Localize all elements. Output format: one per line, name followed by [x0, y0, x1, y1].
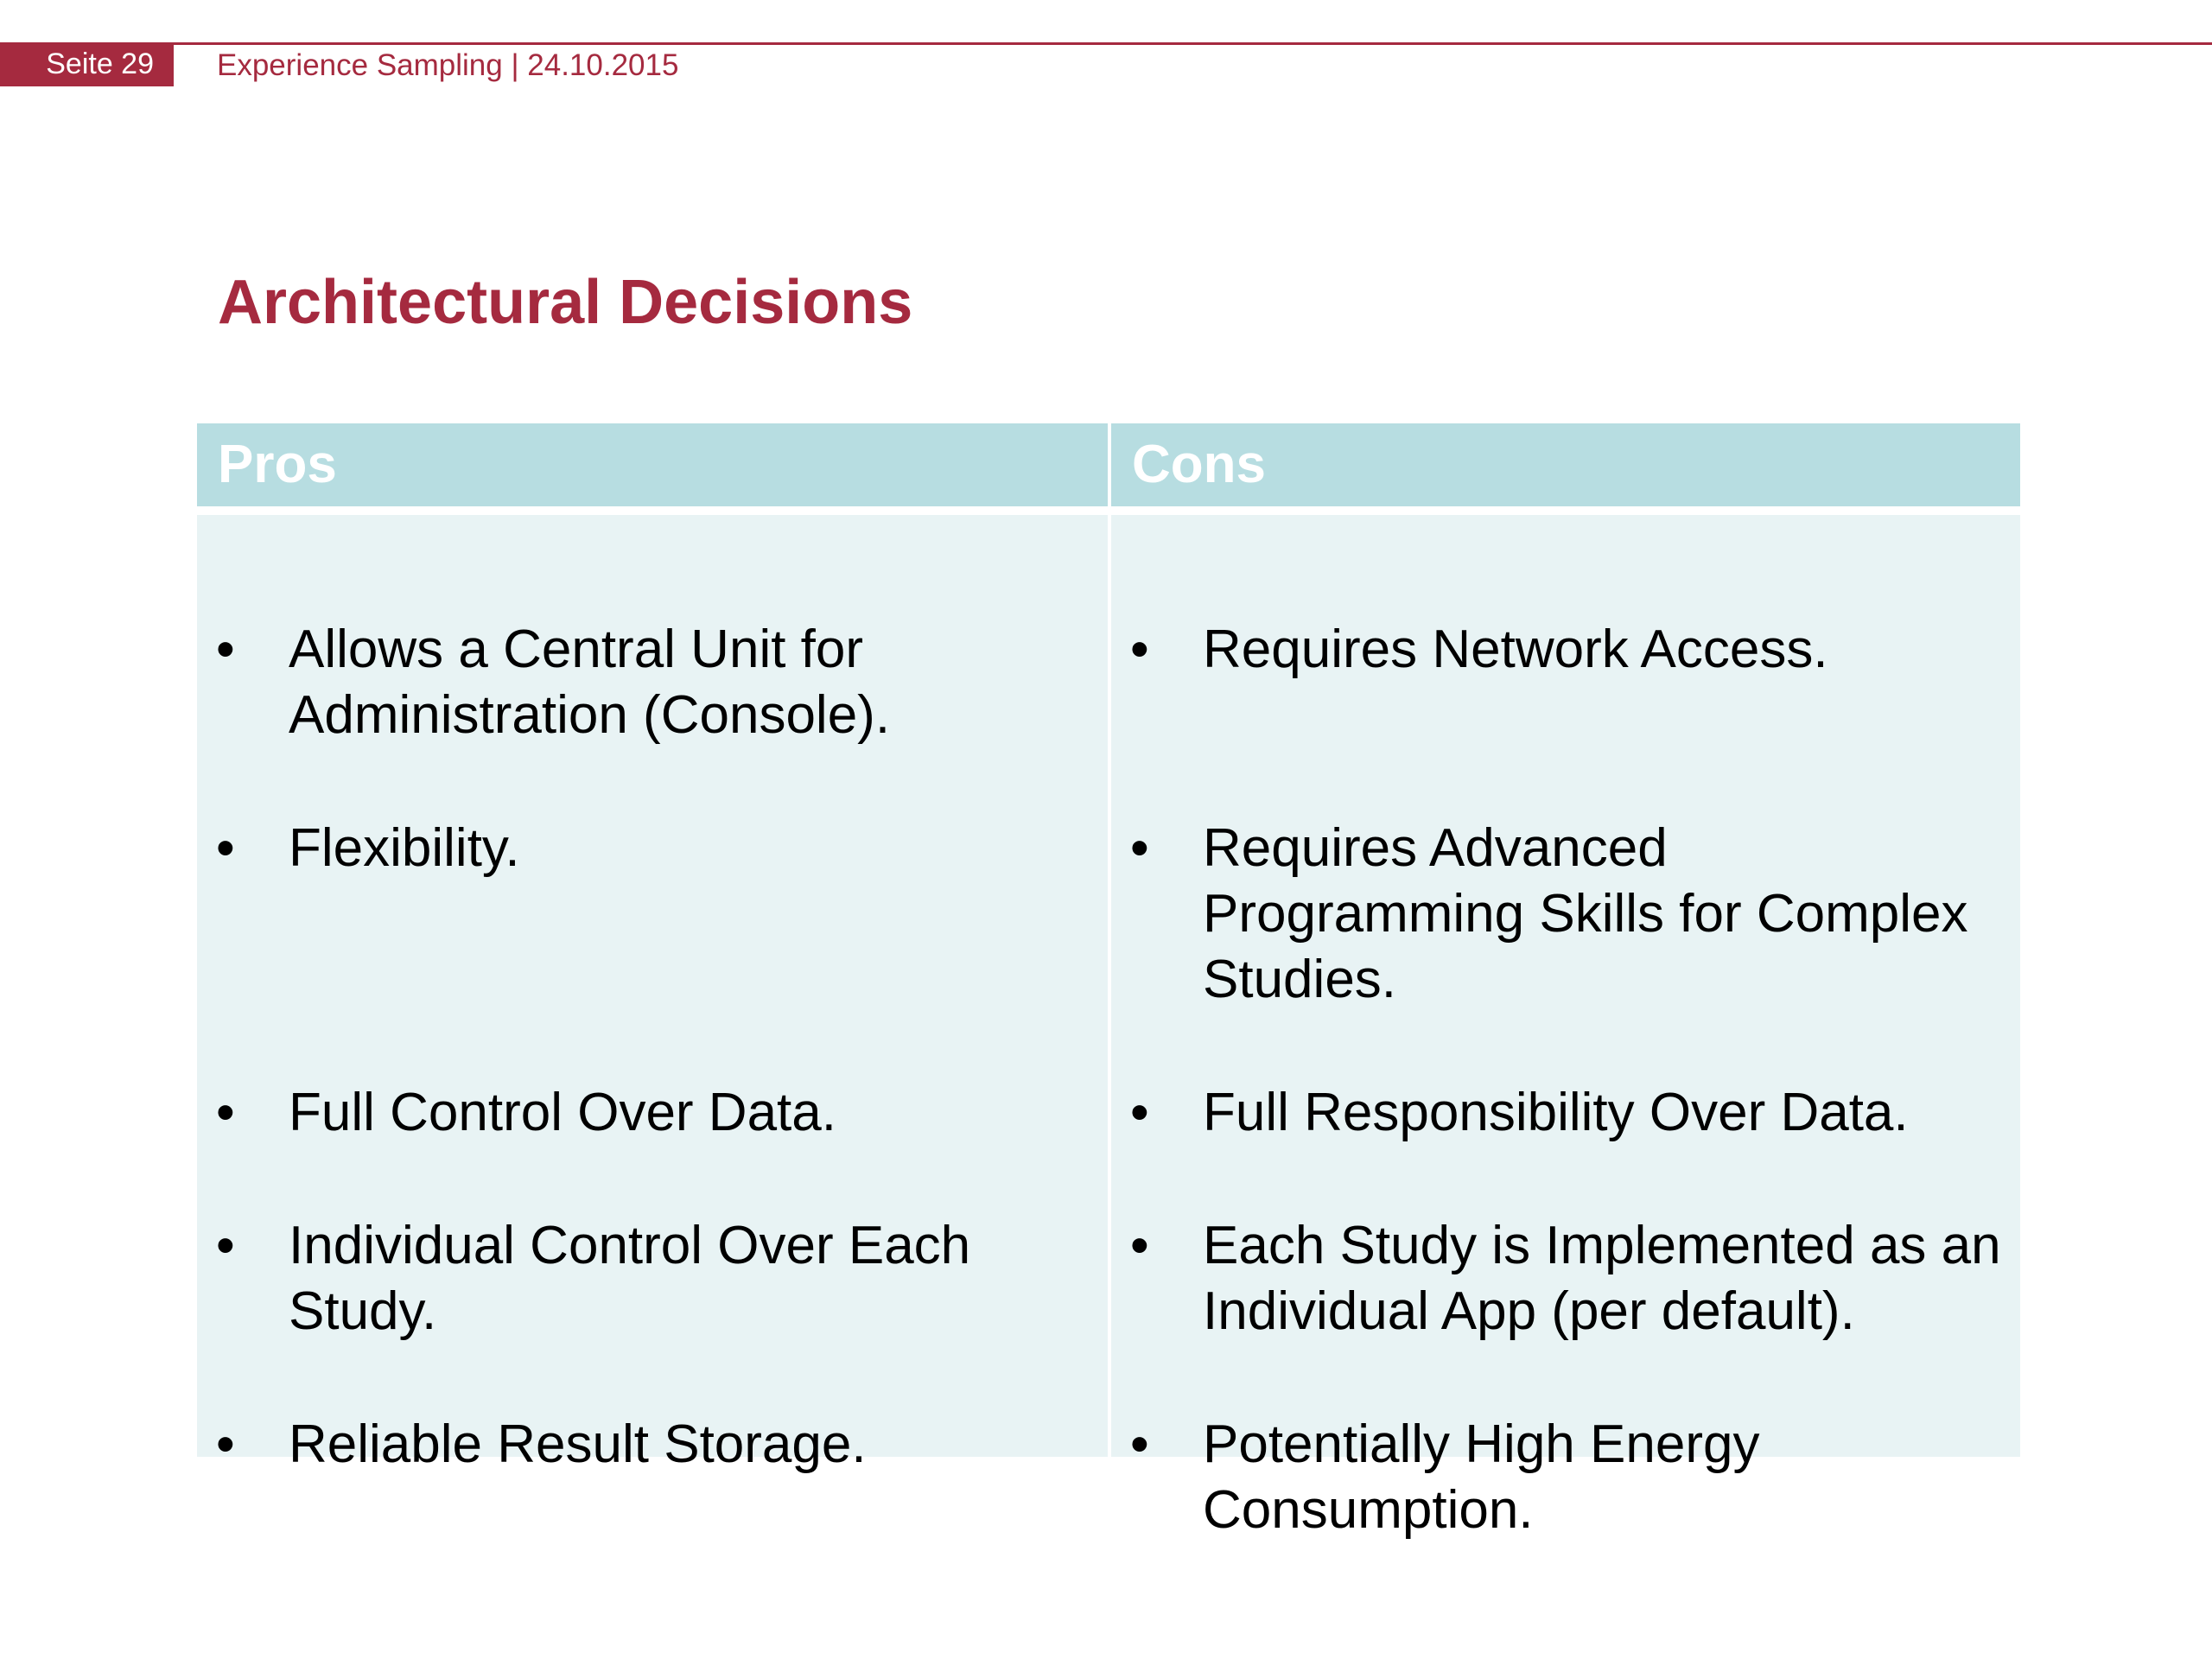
bullet: • — [216, 818, 235, 878]
pros-header: Pros — [197, 423, 1108, 506]
pros-item-text: Full Control Over Data. — [289, 1083, 836, 1142]
pros-item-text: Flexibility. — [289, 818, 520, 878]
bullet: • — [1130, 620, 1149, 679]
bullet: • — [1130, 1083, 1149, 1142]
table-body-row — [197, 515, 2020, 1540]
pros-column — [197, 515, 1108, 1474]
slide-title: Architectural Decisions — [218, 268, 913, 337]
bullet: • — [1130, 1414, 1149, 1474]
cons-item-text: Requires Advanced Programming Skills for Complex Studies. — [1203, 818, 1968, 1009]
header-rule — [0, 42, 2212, 45]
pros-item-text: Individual Control Over Each Study. — [289, 1216, 971, 1341]
bullet: • — [216, 620, 235, 679]
bullet: • — [216, 1216, 235, 1275]
header-caption: Experience Sampling | 24.10.2015 — [217, 48, 679, 82]
cons-column — [1108, 515, 2020, 1540]
bullet: • — [216, 1083, 235, 1142]
page-number-badge: Seite 29 — [0, 42, 174, 86]
bullet: • — [216, 1414, 235, 1474]
cons-item-text: Full Responsibility Over Data. — [1203, 1083, 1909, 1142]
pros-item-text: Reliable Result Storage. — [289, 1414, 867, 1474]
table-header-row — [197, 423, 2020, 506]
cons-item-text: Requires Network Access. — [1203, 620, 1828, 679]
bullet: • — [1130, 1216, 1149, 1275]
pros-item-text: Allows a Central Unit for Administration (Console). — [289, 620, 891, 745]
pros-cons-table — [197, 423, 2020, 1540]
cons-header: Cons — [1108, 423, 2020, 506]
cons-item-text: Each Study is Implemented as an Individual App (per default). — [1203, 1216, 2001, 1341]
cons-item-text: Potentially High Energy Consumption. — [1203, 1414, 1760, 1540]
bullet: • — [1130, 818, 1149, 878]
